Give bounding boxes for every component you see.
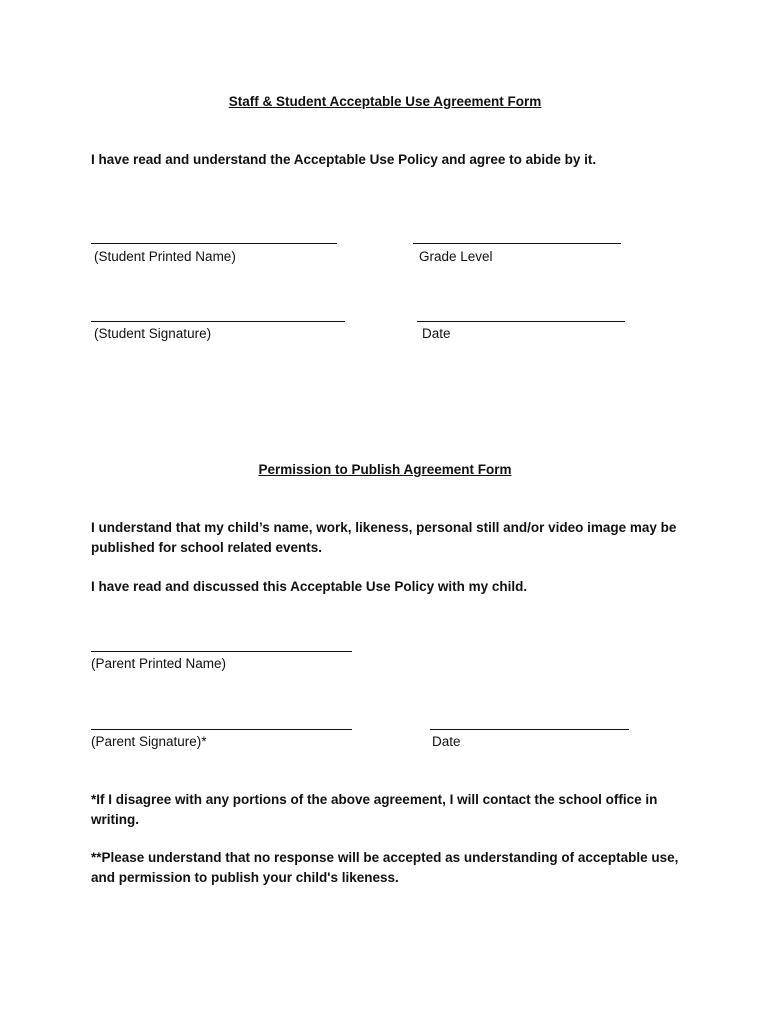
disagreement-note: *If I disagree with any portions of the above agreement, I will contact the school office in writing.: [91, 792, 658, 827]
parent-name-line[interactable]: [91, 651, 352, 652]
policy-discussed-statement: I have read and discussed this Acceptable Use Policy with my child.: [91, 579, 528, 594]
student-date-label: Date: [422, 326, 451, 341]
student-signature-label: (Student Signature): [94, 326, 212, 341]
agreement-statement: I have read and understand the Acceptable Use Policy and agree to abide by it.: [91, 152, 597, 167]
student-signature-line[interactable]: [91, 321, 345, 322]
parent-printed-name-label: (Parent Printed Name): [91, 656, 227, 671]
student-date-line[interactable]: [417, 321, 625, 322]
no-response-note: **Please understand that no response will be accepted as understanding of acceptable use, and permission to publish your child's likeness.: [91, 850, 679, 885]
agreement-form-title: Staff & Student Acceptable Use Agreement Form: [228, 94, 542, 109]
parent-signature-label: (Parent Signature)*: [91, 734, 207, 749]
student-printed-name-label: (Student Printed Name): [94, 249, 236, 264]
parent-signature-line[interactable]: [91, 729, 352, 730]
parent-date-label: Date: [432, 734, 461, 749]
parent-date-line[interactable]: [430, 729, 629, 730]
publish-form-title: Permission to Publish Agreement Form: [258, 462, 512, 477]
grade-level-line[interactable]: [413, 243, 621, 244]
student-name-line[interactable]: [91, 243, 337, 244]
grade-level-label: Grade Level: [419, 249, 493, 264]
publish-consent-statement: I understand that my child’s name, work, likeness, personal still and/or video image may be published for school related events.: [91, 520, 677, 555]
